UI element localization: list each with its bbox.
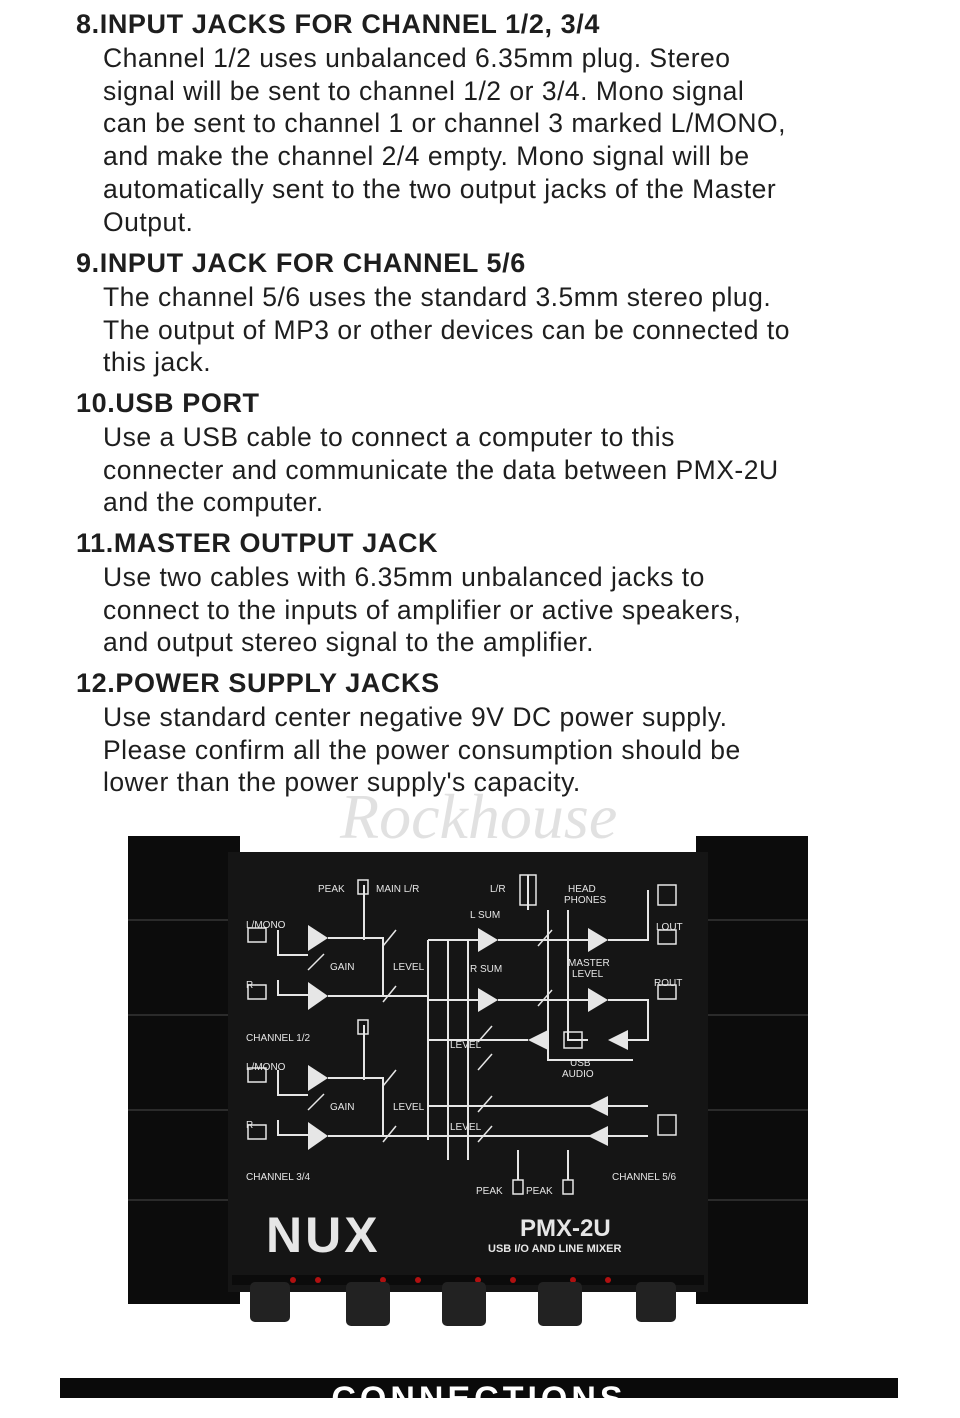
body-line: can be sent to channel 1 or channel 3 marked L/MONO, <box>103 108 786 139</box>
body-line: lower than the power supply's capacity. <box>103 767 581 798</box>
usb-audio-label-1: USB <box>570 1058 591 1069</box>
channel-34-label: CHANNEL 3/4 <box>246 1172 311 1183</box>
gain-label-ch12: GAIN <box>330 962 355 973</box>
r-sum-label: R SUM <box>470 964 503 975</box>
section-input-jack-ch56 <box>76 248 936 379</box>
body-line: Use a USB cable to connect a computer to this <box>103 422 675 452</box>
body-line: Use standard center negative 9V DC power supply. <box>103 702 728 732</box>
watermark-text: Rockhouse <box>340 781 618 852</box>
front-knobs <box>232 1275 704 1326</box>
body-line: The channel 5/6 uses the standard 3.5mm stereo plug. <box>103 282 772 312</box>
l-sum-label: L SUM <box>470 910 501 921</box>
nux-logo: NUX <box>266 1207 381 1263</box>
section-heading: 8.INPUT JACKS FOR CHANNEL 1/2, 3/4 <box>76 9 601 39</box>
section-usb-port <box>76 388 936 519</box>
section-body <box>103 421 936 519</box>
section-heading: 11.MASTER OUTPUT JACK <box>76 528 439 558</box>
master-level-label-1: MASTER <box>568 958 610 969</box>
r-label-ch12: R <box>246 980 254 991</box>
body-line: Output. <box>103 206 194 237</box>
section-body <box>103 42 936 238</box>
model-name: PMX-2U <box>520 1215 611 1242</box>
peak-label-ch56-b: PEAK <box>526 1186 553 1197</box>
r-label-ch34: R <box>246 1120 254 1131</box>
usb-audio-label-2: AUDIO <box>562 1069 594 1080</box>
peak-label: PEAK <box>318 884 345 895</box>
connections-title: CONNECTIONS <box>331 1380 627 1418</box>
body-line: The output of MP3 or other devices can be connected to <box>103 314 790 345</box>
body-line: Channel 1/2 uses unbalanced 6.35mm plug. Stereo <box>103 43 731 73</box>
body-line: connect to the inputs of amplifier or active speakers, <box>103 594 742 625</box>
section-heading: 10.USB PORT <box>76 388 260 418</box>
left-bumper <box>128 836 240 1304</box>
channel-56-label: CHANNEL 5/6 <box>612 1172 677 1183</box>
main-lr-label: MAIN L/R <box>376 884 420 895</box>
level-label-ch34: LEVEL <box>393 1102 425 1113</box>
body-line: Use two cables with 6.35mm unbalanced jacks to <box>103 562 705 592</box>
body-line: this jack. <box>103 347 212 378</box>
gain-label-ch34: GAIN <box>330 1102 355 1113</box>
body-line: connecter and communicate the data between PMX-2U <box>103 454 779 485</box>
headphones-label-2: PHONES <box>564 895 607 906</box>
channel-12-label: CHANNEL 1/2 <box>246 1033 311 1044</box>
section-body <box>103 281 936 379</box>
level-label-ch56-b: LEVEL <box>450 1122 482 1133</box>
mixer-device-image <box>128 800 808 1330</box>
rout-label: ROUT <box>654 978 683 989</box>
body-line: and make the channel 2/4 empty. Mono signal will be <box>103 141 750 172</box>
headphones-label-1: HEAD <box>568 884 596 895</box>
section-heading: 12.POWER SUPPLY JACKS <box>76 668 440 698</box>
master-level-label-2: LEVEL <box>572 969 604 980</box>
body-line: automatically sent to the two output jacks of the Master <box>103 173 777 204</box>
lmono-label-ch34: L/MONO <box>246 1062 286 1073</box>
body-line: and output stereo signal to the amplifier. <box>103 627 594 658</box>
peak-label-ch56-a: PEAK <box>476 1186 503 1197</box>
body-line: and the computer. <box>103 487 324 518</box>
lmono-label-ch12: L/MONO <box>246 920 286 931</box>
section-heading: 9.INPUT JACK FOR CHANNEL 5/6 <box>76 248 526 278</box>
body-line: Please confirm all the power consumption should be <box>103 734 741 765</box>
lout-label: LOUT <box>656 922 683 933</box>
right-bumper <box>696 836 808 1304</box>
section-master-output-jack <box>76 528 936 659</box>
lr-label: L/R <box>490 884 506 895</box>
body-line: signal will be sent to channel 1/2 or 3/4. Mono signal <box>103 75 745 106</box>
level-label-ch12: LEVEL <box>393 962 425 973</box>
model-subtitle: USB I/O AND LINE MIXER <box>488 1243 622 1255</box>
section-body <box>103 561 936 659</box>
section-input-jacks-ch12-34 <box>76 9 936 238</box>
level-label-ch56-a: LEVEL <box>450 1040 482 1051</box>
connections-section-header <box>60 1378 898 1418</box>
